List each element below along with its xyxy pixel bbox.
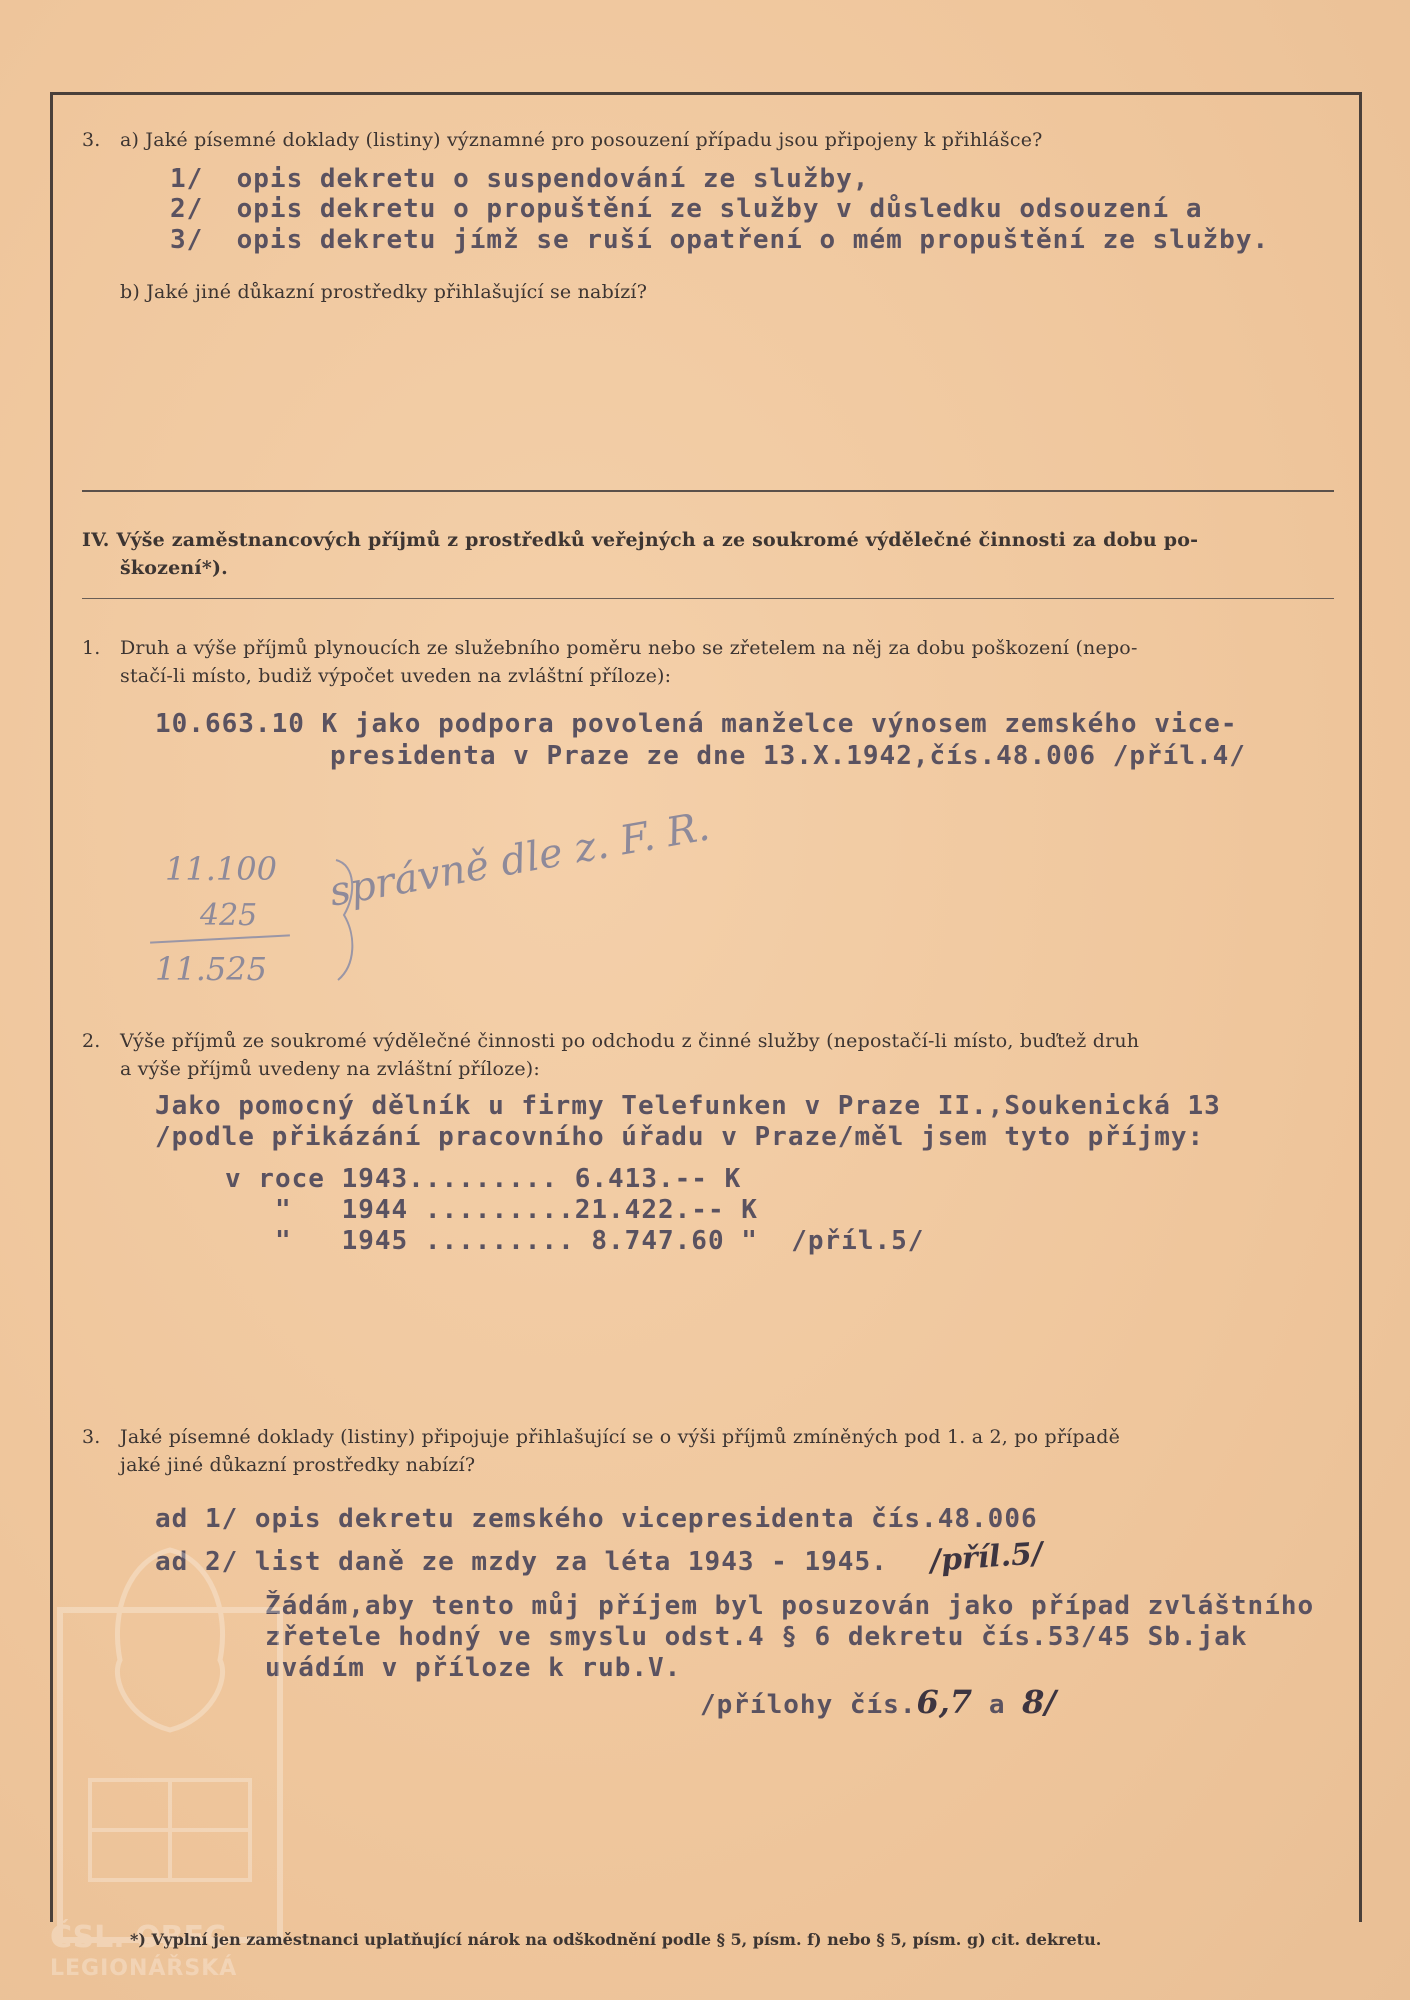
item3-typed-line2: ad 2/ list daně ze mzdy za léta 1943 - 1945. xyxy=(155,1547,888,1577)
footnote-text: *) Vyplní jen zaměstnanci uplatňující nárok na odškodnění podle § 5, písm. f) nebo § 5, písm. g) cit. dekretu. xyxy=(130,1930,1102,1949)
item3-hand-note: /příl.5/ xyxy=(928,1536,1044,1579)
item3-typed-line4: zřetele hodný ve smyslu odst.4 § 6 dekretu čís.53/45 Sb.jak xyxy=(265,1622,1248,1652)
watermark-text1: ČSL. OBEC xyxy=(50,1920,227,1955)
item3-attachments xyxy=(700,1683,1056,1721)
item3-typed-line6: /přílohy čís. xyxy=(700,1690,917,1720)
item2-typed-line1: Jako pomocný dělník u firmy Telefunken v Praze II.,Soukenická 13 xyxy=(155,1091,1221,1121)
section4-heading-line2: škození*). xyxy=(120,557,228,579)
item3-typed-line3: Žádám,aby tento můj příjem byl posuzován jako případ zvláštního xyxy=(265,1591,1315,1621)
section3a-item-2: 2/ opis dekretu o propuštění ze služby v důsledku odsouzení a xyxy=(170,194,1203,224)
hand-brace-icon xyxy=(330,855,370,985)
hand-value-1: 11.100 xyxy=(165,850,277,888)
item1-typed-line1: 10.663.10 K jako podpora povolená manželce výnosem zemského vice- xyxy=(155,709,1238,739)
section3a-item-1: 1/ opis dekretu o suspendování ze služby, xyxy=(170,164,870,194)
item2-row-1944: " 1944 .........21.422.-- K xyxy=(225,1195,758,1225)
item3-typed-line5: uvádím v příloze k rub.V. xyxy=(265,1653,682,1683)
legion-watermark xyxy=(50,1520,300,1990)
item1-typed-line2: presidenta v Praze ze dne 13.X.1942,čís.48.006 /příl.4/ xyxy=(330,741,1246,771)
section4-heading-line1: IV. Výše zaměstnancových příjmů z prostředků veřejných a ze soukromé výdělečné činnosti za dobu po- xyxy=(82,529,1199,551)
item2-typed-line2: /podle přikázání pracovního úřadu v Praze/měl jsem tyto příjmy: xyxy=(155,1122,1205,1152)
item1-line1: Druh a výše příjmů plynoucích ze služebního poměru nebo se zřetelem na něj za dobu poškození (nepo- xyxy=(120,637,1138,659)
item3-line1: Jaké písemné doklady (listiny) připojuje přihlašující se o výši příjmů zmíněných pod 1. a 2, po případě xyxy=(120,1426,1121,1448)
section3a-number: 3. xyxy=(82,129,101,151)
item2-number: 2. xyxy=(82,1030,101,1052)
item3-line2: jaké jiné důkazní prostředky nabízí? xyxy=(120,1454,476,1476)
item3-hand-num1: 6,7 xyxy=(916,1683,973,1721)
item2-line1: Výše příjmů ze soukromé výdělečné činnosti po odchodu z činné služby (nepostačí-li místo, buďtež druh xyxy=(120,1030,1140,1052)
hand-total: 11.525 xyxy=(155,950,267,988)
item2-row-1945: " 1945 ......... 8.747.60 " /příl.5/ xyxy=(225,1226,925,1256)
hand-value-2: 425 xyxy=(200,898,258,933)
divider-1 xyxy=(82,490,1334,492)
section3a-question: a) Jaké písemné doklady (listiny) významné pro posouzení případu jsou připojeny k přihlášce? xyxy=(120,129,1043,151)
item3-typed-line1: ad 1/ opis dekretu zemského vicepresidenta čís.48.006 xyxy=(155,1504,1038,1534)
watermark-text2: LEGIONÁŘSKÁ xyxy=(50,1956,238,1981)
section3b-question: b) Jaké jiné důkazní prostředky přihlašující se nabízí? xyxy=(120,281,648,303)
hand-note: správně dle z. F. R. xyxy=(326,803,714,916)
divider-2 xyxy=(82,598,1334,599)
section4-heading xyxy=(82,526,1342,554)
item3-typed-and: a xyxy=(972,1690,1023,1720)
item2-row-1943: v roce 1943......... 6.413.-- K xyxy=(225,1164,742,1194)
item1-line2: stačí-li místo, budiž výpočet uveden na zvláštní příloze): xyxy=(120,665,672,687)
item3-number: 3. xyxy=(82,1426,101,1448)
item1-number: 1. xyxy=(82,637,101,659)
section3a-item-3: 3/ opis dekretu jímž se ruší opatření o mém propuštění ze služby. xyxy=(170,225,1270,255)
item3-hand-num2: 8/ xyxy=(1022,1683,1057,1721)
item2-line2: a výše příjmů uvedeny na zvláštní příloze): xyxy=(120,1058,541,1080)
